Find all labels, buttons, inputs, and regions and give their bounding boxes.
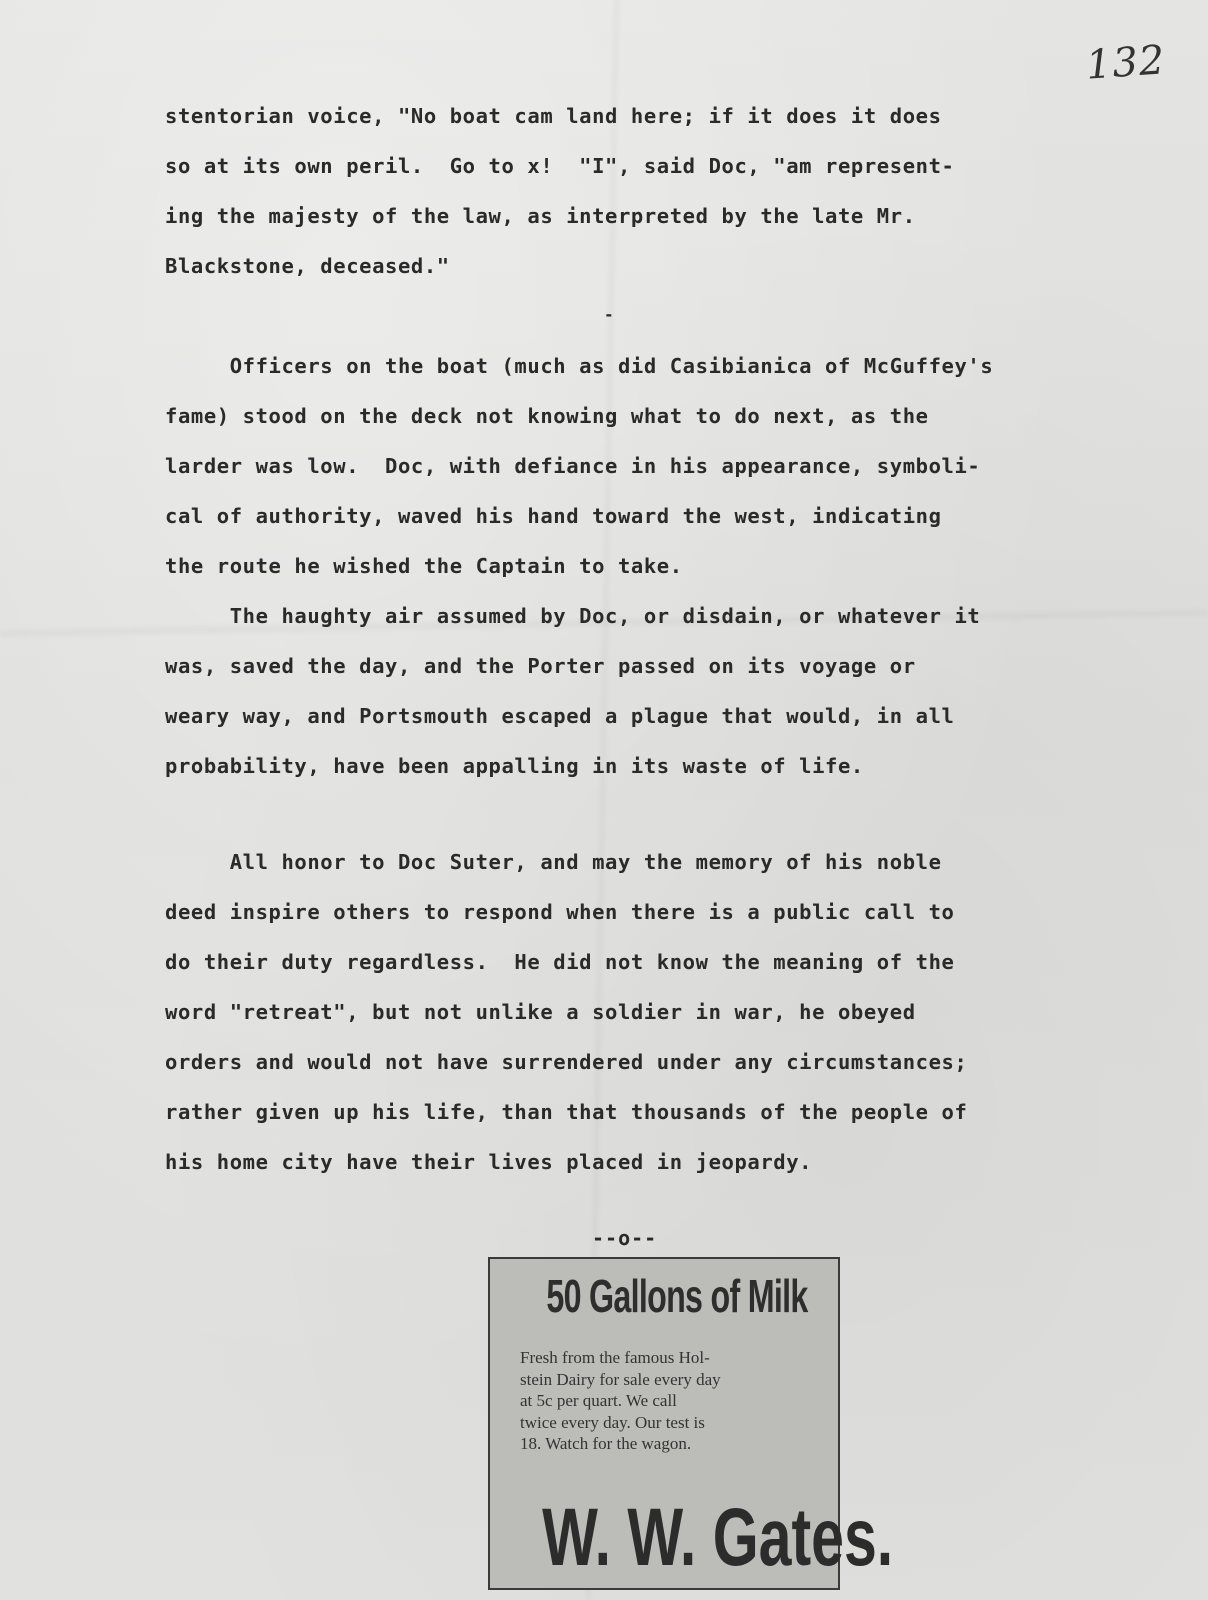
ad-body-line: stein Dairy for sale every day: [520, 1369, 721, 1389]
text-line: cal of authority, waved his hand toward the west, indicating: [165, 504, 942, 528]
text-line: ing the majesty of the law, as interpreted by the late Mr.: [165, 204, 916, 228]
text-line: Blackstone, deceased.": [165, 254, 450, 278]
text-line: fame) stood on the deck not knowing what to do next, as the: [165, 404, 929, 428]
text-line: the route he wished the Captain to take.: [165, 554, 683, 578]
dash-mark: -: [604, 305, 614, 324]
newspaper-ad-clipping: [488, 1257, 894, 1590]
ad-body-line: Fresh from the famous Hol-: [520, 1348, 710, 1367]
ad-body-line: twice every day. Our test is: [520, 1412, 705, 1432]
ad-headline: 50 Gallons of Milk: [546, 1270, 808, 1322]
text-line: word "retreat", but not unlike a soldier in war, he obeyed: [165, 1000, 916, 1024]
page-number: 132: [1084, 37, 1167, 89]
text-line: larder was low. Doc, with defiance in his appearance, symboli-: [165, 454, 981, 478]
text-line: deed inspire others to respond when there is a public call to: [165, 900, 955, 924]
text-line: orders and would not have surrendered under any circumstances;: [165, 1050, 968, 1074]
text-line: rather given up his life, than that thousands of the people of: [165, 1100, 968, 1124]
text-line: probability, have been appalling in its waste of life.: [165, 754, 864, 778]
text-line: do their duty regardless. He did not know the meaning of the: [165, 950, 955, 974]
text-line: weary way, and Portsmouth escaped a plague that would, in all: [165, 704, 955, 728]
text-line: his home city have their lives placed in jeopardy.: [165, 1150, 813, 1174]
text-line: was, saved the day, and the Porter passed on its voyage or: [165, 654, 916, 678]
text-line: so at its own peril. Go to x! "I", said Doc, "am represent-: [165, 154, 955, 178]
text-line: Officers on the boat (much as did Casibianica of McGuffey's: [165, 354, 994, 378]
ad-body-line: 18. Watch for the wagon.: [520, 1434, 692, 1453]
section-separator: --o--: [592, 1226, 658, 1250]
ad-advertiser-name: W. W. Gates.: [542, 1492, 894, 1583]
text-line: All honor to Doc Suter, and may the memory of his noble: [165, 850, 942, 874]
text-line: The haughty air assumed by Doc, or disdain, or whatever it: [165, 604, 981, 628]
ad-body: [520, 1347, 810, 1455]
text-line: stentorian voice, "No boat cam land here; if it does it does: [165, 104, 942, 128]
ad-body-line: at 5c per quart. We call: [520, 1391, 677, 1410]
